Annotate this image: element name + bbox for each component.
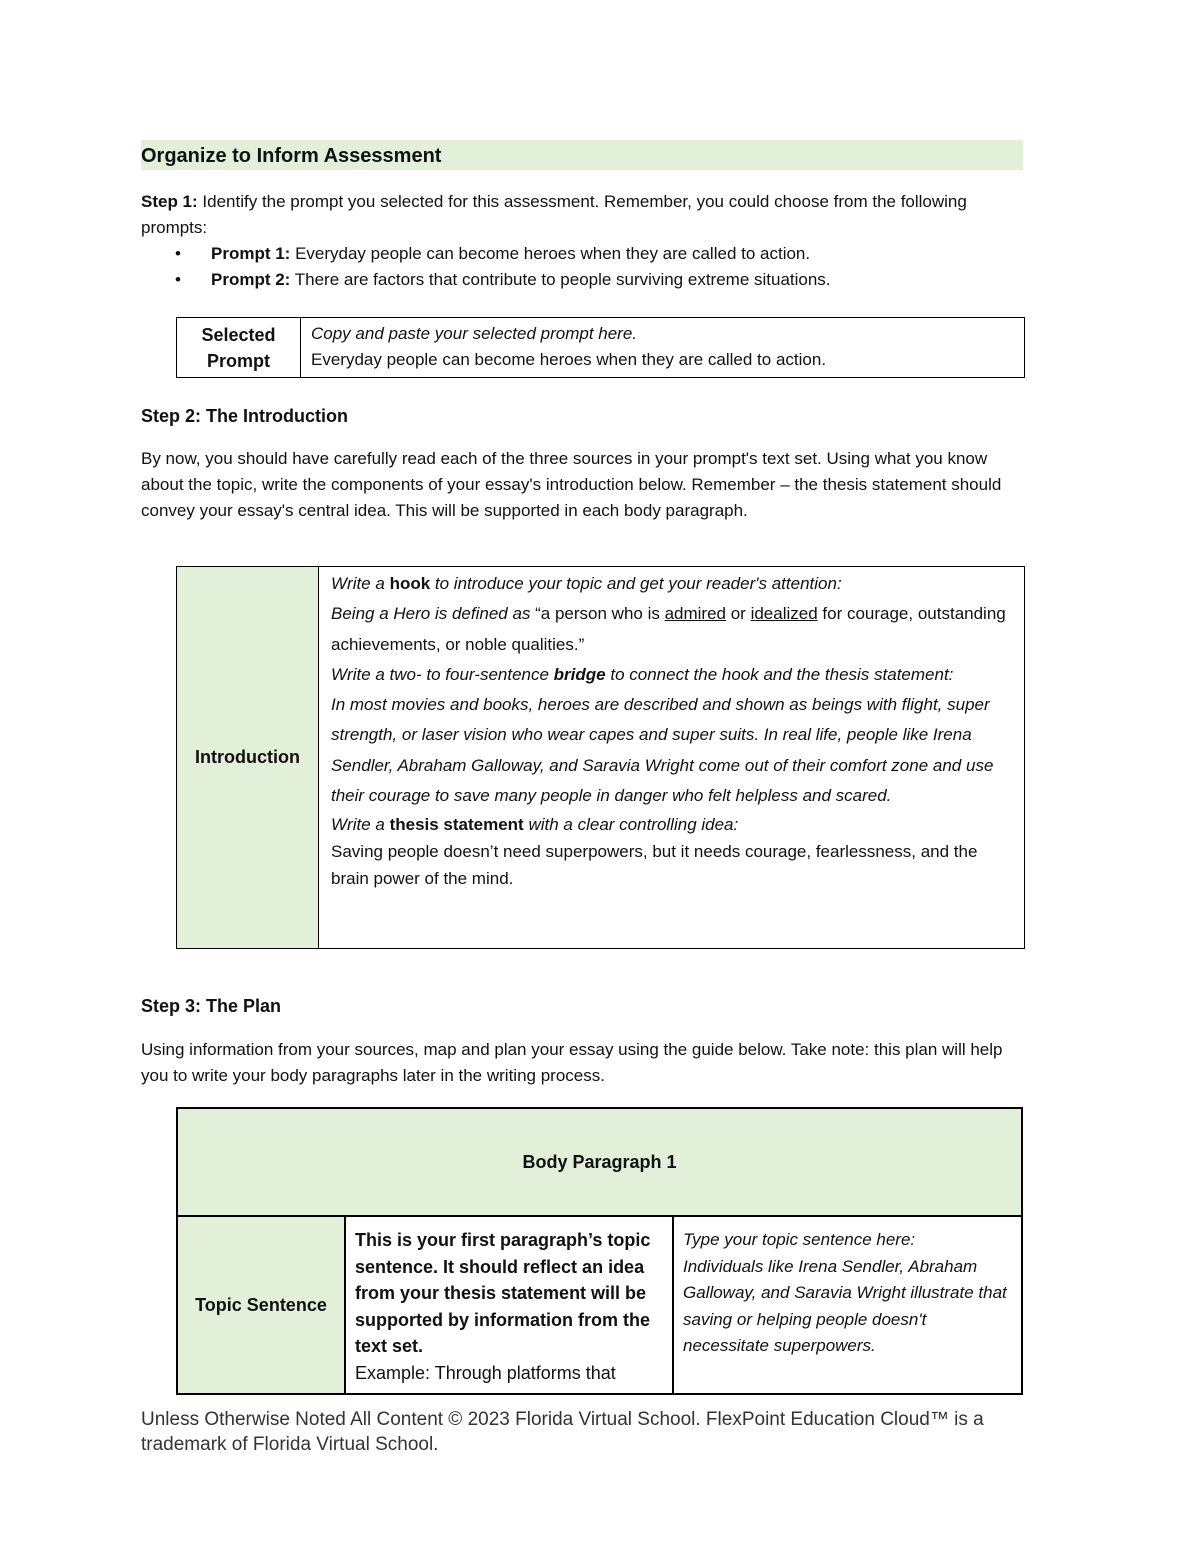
bridge-post: to connect the hook and the thesis statement: [605, 664, 954, 684]
step3-heading: Step 3: The Plan [141, 996, 282, 1016]
prompt-1-text: Everyday people can become heroes when they are called to action. [290, 244, 811, 263]
thesis-answer: Saving people doesn’t need superpowers, but it needs courage, fearlessness, and the brain power of the mind. [331, 842, 978, 889]
topic-sentence-instruction: Type your topic sentence here: [683, 1230, 916, 1249]
bridge-prompt [331, 660, 1014, 690]
topic-sentence-guidance-cell [345, 1216, 673, 1394]
step2-heading: Step 2: The Introduction [141, 406, 348, 426]
hook-pre: Write a [331, 574, 390, 593]
body-paragraph-1-table [176, 1107, 1023, 1395]
prompt-2-text: There are factors that contribute to people surviving extreme situations. [290, 270, 831, 289]
step1-paragraph [141, 189, 1031, 241]
bullet-dot-icon: • [175, 244, 181, 263]
selected-prompt-cell[interactable] [301, 318, 1025, 378]
step3-paragraph: Using information from your sources, map and plan your essay using the guide below. Take note: this plan will help you to write your body paragraphs later in the writing process. [141, 1040, 1003, 1085]
thesis-word: thesis statement [389, 815, 524, 835]
hook-answer-b: “a person who is [535, 604, 665, 624]
step2-paragraph: By now, you should have carefully read each of the three sources in your prompt's text set. Using what you know about the topic, write the components of your essay's introduction below. Remember – the thesis statement should convey your essay's central idea. This will be supported in each body paragraph. [141, 449, 1002, 520]
hook-answer-a: Being a Hero is defined as [331, 604, 536, 624]
selected-prompt-label-text: Selected Prompt [201, 324, 276, 371]
prompt-2-item [211, 267, 1031, 293]
hook-post: to introduce your topic and get your reader's attention: [430, 574, 842, 593]
thesis-post: with a clear controlling idea: [523, 815, 739, 835]
hook-answer-admired: admired [664, 604, 726, 624]
topic-sentence-answer-cell[interactable] [673, 1216, 1022, 1394]
topic-sentence-label: Topic Sentence [177, 1216, 345, 1394]
prompt-1-label: Prompt 1: [211, 244, 291, 263]
selected-prompt-value: Everyday people can become heroes when they are called to action. [311, 350, 827, 369]
bullet-dot-icon: • [175, 270, 181, 289]
introduction-cell[interactable] [319, 567, 1025, 949]
bridge-answer: In most movies and books, heroes are described and shown as beings with flight, super strength, or laser vision who wear capes and super suits. In real life, people like Irena Sendler, Abraham Galloway, and Saravia Wright come out of their comfort zone and use their courage to save many people in danger who felt helpless and scared. [331, 695, 994, 806]
bridge-word: bridge [553, 664, 606, 684]
prompt-2-label: Prompt 2: [211, 270, 291, 289]
page-title: Organize to Inform Assessment [141, 145, 442, 167]
hook-prompt [331, 569, 1014, 599]
thesis-prompt [331, 811, 1014, 838]
step1-text: Identify the prompt you selected for this assessment. Remember, you could choose from the following prompts: [141, 192, 967, 237]
introduction-label: Introduction [177, 567, 319, 949]
introduction-table [176, 566, 1025, 949]
hook-answer [331, 599, 1014, 660]
selected-prompt-table [176, 317, 1025, 378]
bridge-pre: Write a two- to four-sentence [331, 664, 554, 684]
topic-sentence-answer: Individuals like Irena Sendler, Abraham Galloway, and Saravia Wright illustrate that saving or helping people doesn't necessitate superpowers. [683, 1256, 1007, 1355]
step1-label: Step 1: [141, 192, 198, 211]
hook-answer-c: for courage, outstanding achievements, or noble qualities.” [331, 604, 1006, 654]
body-paragraph-1-heading: Body Paragraph 1 [177, 1108, 1022, 1216]
hook-word: hook [389, 574, 431, 593]
topic-sentence-guidance: This is your first paragraph’s topic sentence. It should reflect an idea from your thesis statement will be supported by information from the text set. [355, 1230, 651, 1356]
copyright-footer: Unless Otherwise Noted All Content © 2023 Florida Virtual School. FlexPoint Education Cloud™ is a trademark of Florida Virtual School. [141, 1409, 984, 1455]
hook-answer-idealized: idealized [750, 604, 818, 624]
hook-answer-or: or [726, 604, 751, 624]
selected-prompt-label [177, 318, 301, 378]
selected-prompt-instruction: Copy and paste your selected prompt here. [311, 324, 638, 343]
topic-sentence-example: Example: Through platforms that [355, 1362, 616, 1383]
prompt-1-item [211, 241, 1031, 267]
thesis-pre: Write a [331, 815, 390, 835]
